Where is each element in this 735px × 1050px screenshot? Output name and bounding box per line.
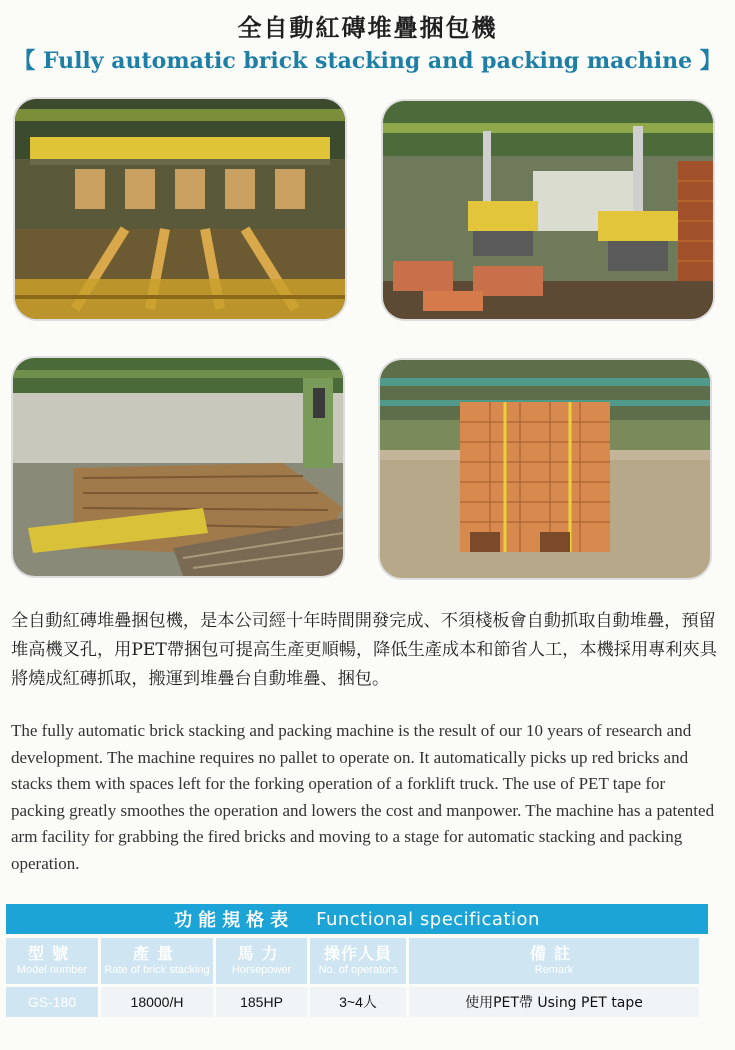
- cell-model: GS-180: [6, 987, 98, 1017]
- spec-table-header: [6, 904, 708, 934]
- spec-column-headers: [6, 938, 708, 984]
- cell-rate: 18000/H: [101, 987, 213, 1017]
- gripper-arm-photo: [383, 101, 713, 319]
- cell-operators: 3~4人: [310, 987, 406, 1017]
- column-header-operators: 操作人員 No. of operators: [310, 938, 406, 984]
- gantry-stacker-photo: [15, 99, 345, 319]
- spec-title-zh: 功能規格表: [174, 910, 295, 931]
- column-header-rate: 產量 Rate of brick stacking: [101, 938, 213, 984]
- page-title-en: 【 Fully automatic brick stacking and packing machine 】: [13, 48, 722, 74]
- table-row: [6, 987, 708, 1017]
- column-header-remark: 備註 Remark: [409, 938, 699, 984]
- spec-table: [6, 904, 708, 1017]
- page-title-zh: 全自動紅磚堆疊捆包機: [237, 13, 498, 42]
- description-en: The fully automatic brick stacking and packing machine is the result of our 10 years of research and development. The machine requires no pallet to operate on. It automatically picks up red bricks and stacks them with spaces left for the forking operation of a forklift truck. The use of PET tape for packing greatly smoothes the operation and lowers the cost and manpower. The machine has a patented arm facility for grabbing the fired bricks and moving to a stage for automatic stacking and packing operation.: [11, 721, 715, 873]
- packed-bricks-photo: [380, 360, 710, 578]
- conveyor-line-photo: [13, 358, 343, 576]
- cell-horsepower: 185HP: [216, 987, 307, 1017]
- column-header-horsepower: 馬力 Horsepower: [216, 938, 307, 984]
- description-zh: 全自動紅磚堆疊捆包機，是本公司經十年時間開發完成、不須棧板會自動抓取自動堆疊，預留堆高機叉孔，用PET帶捆包可提高生產更順暢，降低生產成本和節省人工，本機採用專利夾具將燒成紅磚抓取，搬運到堆疊台自動堆疊、捆包。: [11, 611, 717, 689]
- cell-remark: 使用PET帶 Using PET tape: [409, 987, 699, 1017]
- spec-title-en: Functional specification: [316, 908, 540, 930]
- column-header-model: 型號 Model number: [6, 938, 98, 984]
